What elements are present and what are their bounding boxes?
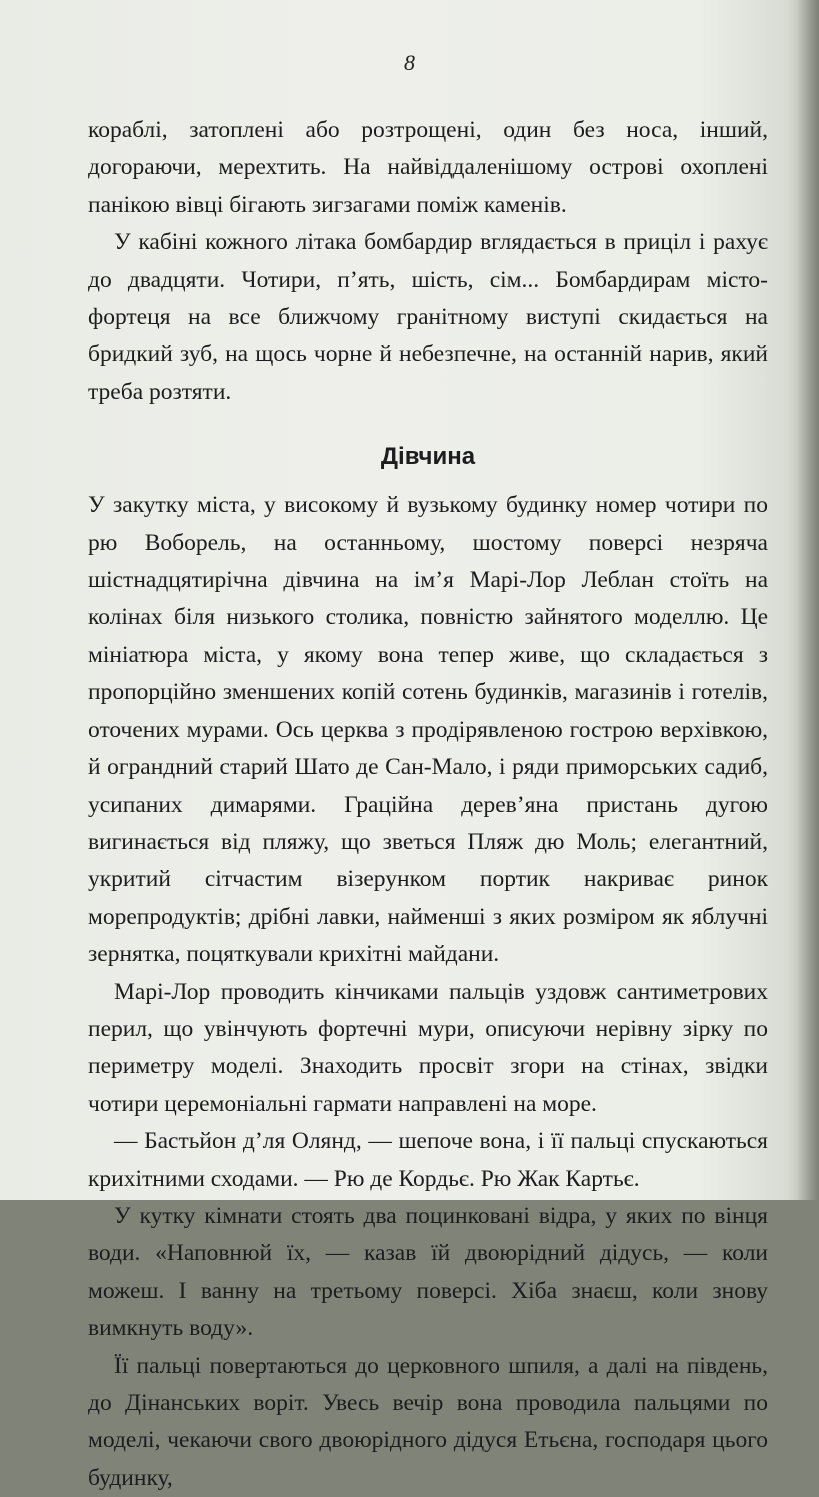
paragraph: У кабіні кожного літака бомбардир вглядається в приціл і рахує до двадцяти. Чотири, п’ять, шість, сім... Бомбардирам місто-фортеця на все ближчому гранітному виступі скидається на бридкий зуб, на щось чорне й небезпечне, на останній нарив, який треба розтяти. [88, 229, 768, 405]
paragraph: У кутку кімнати стоять два поцинковані відра, у яких по вінця води. «Наповнюй їх, — казав їй двоюрідний дідусь, — коли можеш. І ванну на третьому поверсі. Хіба знаєш, коли знову вимкнуть воду». [88, 1202, 768, 1342]
section-heading: Дівчина [380, 443, 476, 471]
paragraph: Марі-Лор проводить кінчиками пальців уздовж сантиметрових перил, що увінчують фортечні мури, описуючи нерівну зірку по периметру моделі. Знаходить просвіт згори на стінах, звідки чотири церемоніальні гармати направлені на море. [88, 978, 768, 1117]
paragraph: Її пальці повертаються до церковного шпиля, а далі на південь, до Дінанських воріт. Увесь вечір вона проводила пальцями по моделі, чекаючи свого двоюрідного дідуся Етьєна, господаря цього будинку, [88, 1352, 768, 1491]
paragraph: — Бастьйон д’ля Олянд, — шепоче вона, і її пальці спускаються крихітними сходами. — Рю де Кордьє. Рю Жак Картьє. [88, 1128, 768, 1192]
page-number: 8 [404, 50, 415, 75]
paragraph: кораблі, затоплені або розтрощені, один без носа, інший, догораючи, мерехтить. На найвіддаленішому острові охоплені панікою вівці бігають зигзагами поміж каменів. [88, 117, 768, 218]
paragraph: У закутку міста, у високому й вузькому будинку номер чотири по рю Воборель, на останньому, шостому поверсі незряча шістнадцятирічна дівчина на ім’я Марі-Лор Леблан стоїть на колінах біля низького столика, повністю зайнятого моделлю. Це мініатюра міста, у якому вона тепер живе, що складається з пропорційно зменшених копій сотень будинків, магазинів і готелів, оточених мурами. Ось церква з продірявленою гострою верхівкою, й ограндний старий Шато де Сан-Мало, і ряди приморських садиб, усипаних димарями. Граційна дерев’яна пристань дугою вигинається від пляжу, що зветься Пляж дю Моль; елегантний, укритий сітчастим візерунком портик накриває ринок морепродуктів; дрібні лавки, найменші з яких розміром як яблучні зернятка, поцяткували крихітні майдани. [88, 492, 768, 968]
page-text [88, 112, 768, 1497]
